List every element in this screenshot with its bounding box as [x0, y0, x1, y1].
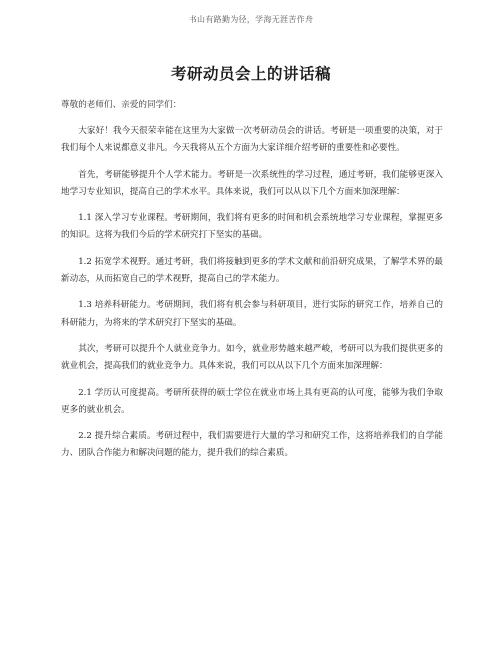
page-title: 考研动员会上的讲话稿 — [170, 65, 331, 83]
paragraph-1-1: 1.1 深入学习专业课程。考研期间，我们将有更多的时间和机会系统地学习专业课程，掌握更多的知识。这将为我们今后的学术研究打下坚实的基础。 — [61, 213, 443, 241]
salutation: 尊敬的老师们、亲爱的同学们： — [61, 100, 182, 110]
paragraph-1-3: 1.3 培养科研能力。考研期间，我们将有机会参与科研项目，进行实际的研究工作，培养自己的科研能力，为将来的学术研究打下坚实的基础。 — [61, 300, 443, 328]
document-body — [61, 98, 443, 472]
header-motto: 书山有路勤为径，学海无涯苦作舟 — [188, 15, 314, 24]
paragraph-intro: 大家好！我今天很荣幸能在这里为大家做一次考研动员会的讲话。考研是一项重要的决策，对于我们每个人来说都意义非凡。今天我将从五个方面为大家详细介绍考研的重要性和必要性。 — [61, 126, 443, 154]
paragraph-2-1: 2.1 学历认可度提高。考研所获得的硕士学位在就业市场上具有更高的认可度，能够为我们争取更多的就业机会。 — [61, 387, 443, 415]
paragraph-second-point: 其次，考研可以提升个人就业竞争力。如今，就业形势越来越严峻，考研可以为我们提供更多的就业机会，提高我们的就业竞争力。具体来说，我们可以从以下几个方面来加深理解： — [61, 343, 443, 372]
paragraph-2-2: 2.2 提升综合素质。考研过程中，我们需要进行大量的学习和研究工作，这将培养我们的自学能力、团队合作能力和解决问题的能力，提升我们的综合素质。 — [61, 431, 443, 459]
paragraph-1-2: 1.2 拓宽学术视野。通过考研，我们将接触到更多的学术文献和前沿研究成果，了解学术界的最新动态，从而拓宽自己的学术视野，提高自己的学术能力。 — [61, 256, 443, 285]
paragraph-first-point: 首先，考研能够提升个人学术能力。考研是一次系统性的学习过程，通过考研，我们能够更深入地学习专业知识，提高自己的学术水平。具体来说，我们可以从以下几个方面来加深理解： — [61, 169, 443, 197]
